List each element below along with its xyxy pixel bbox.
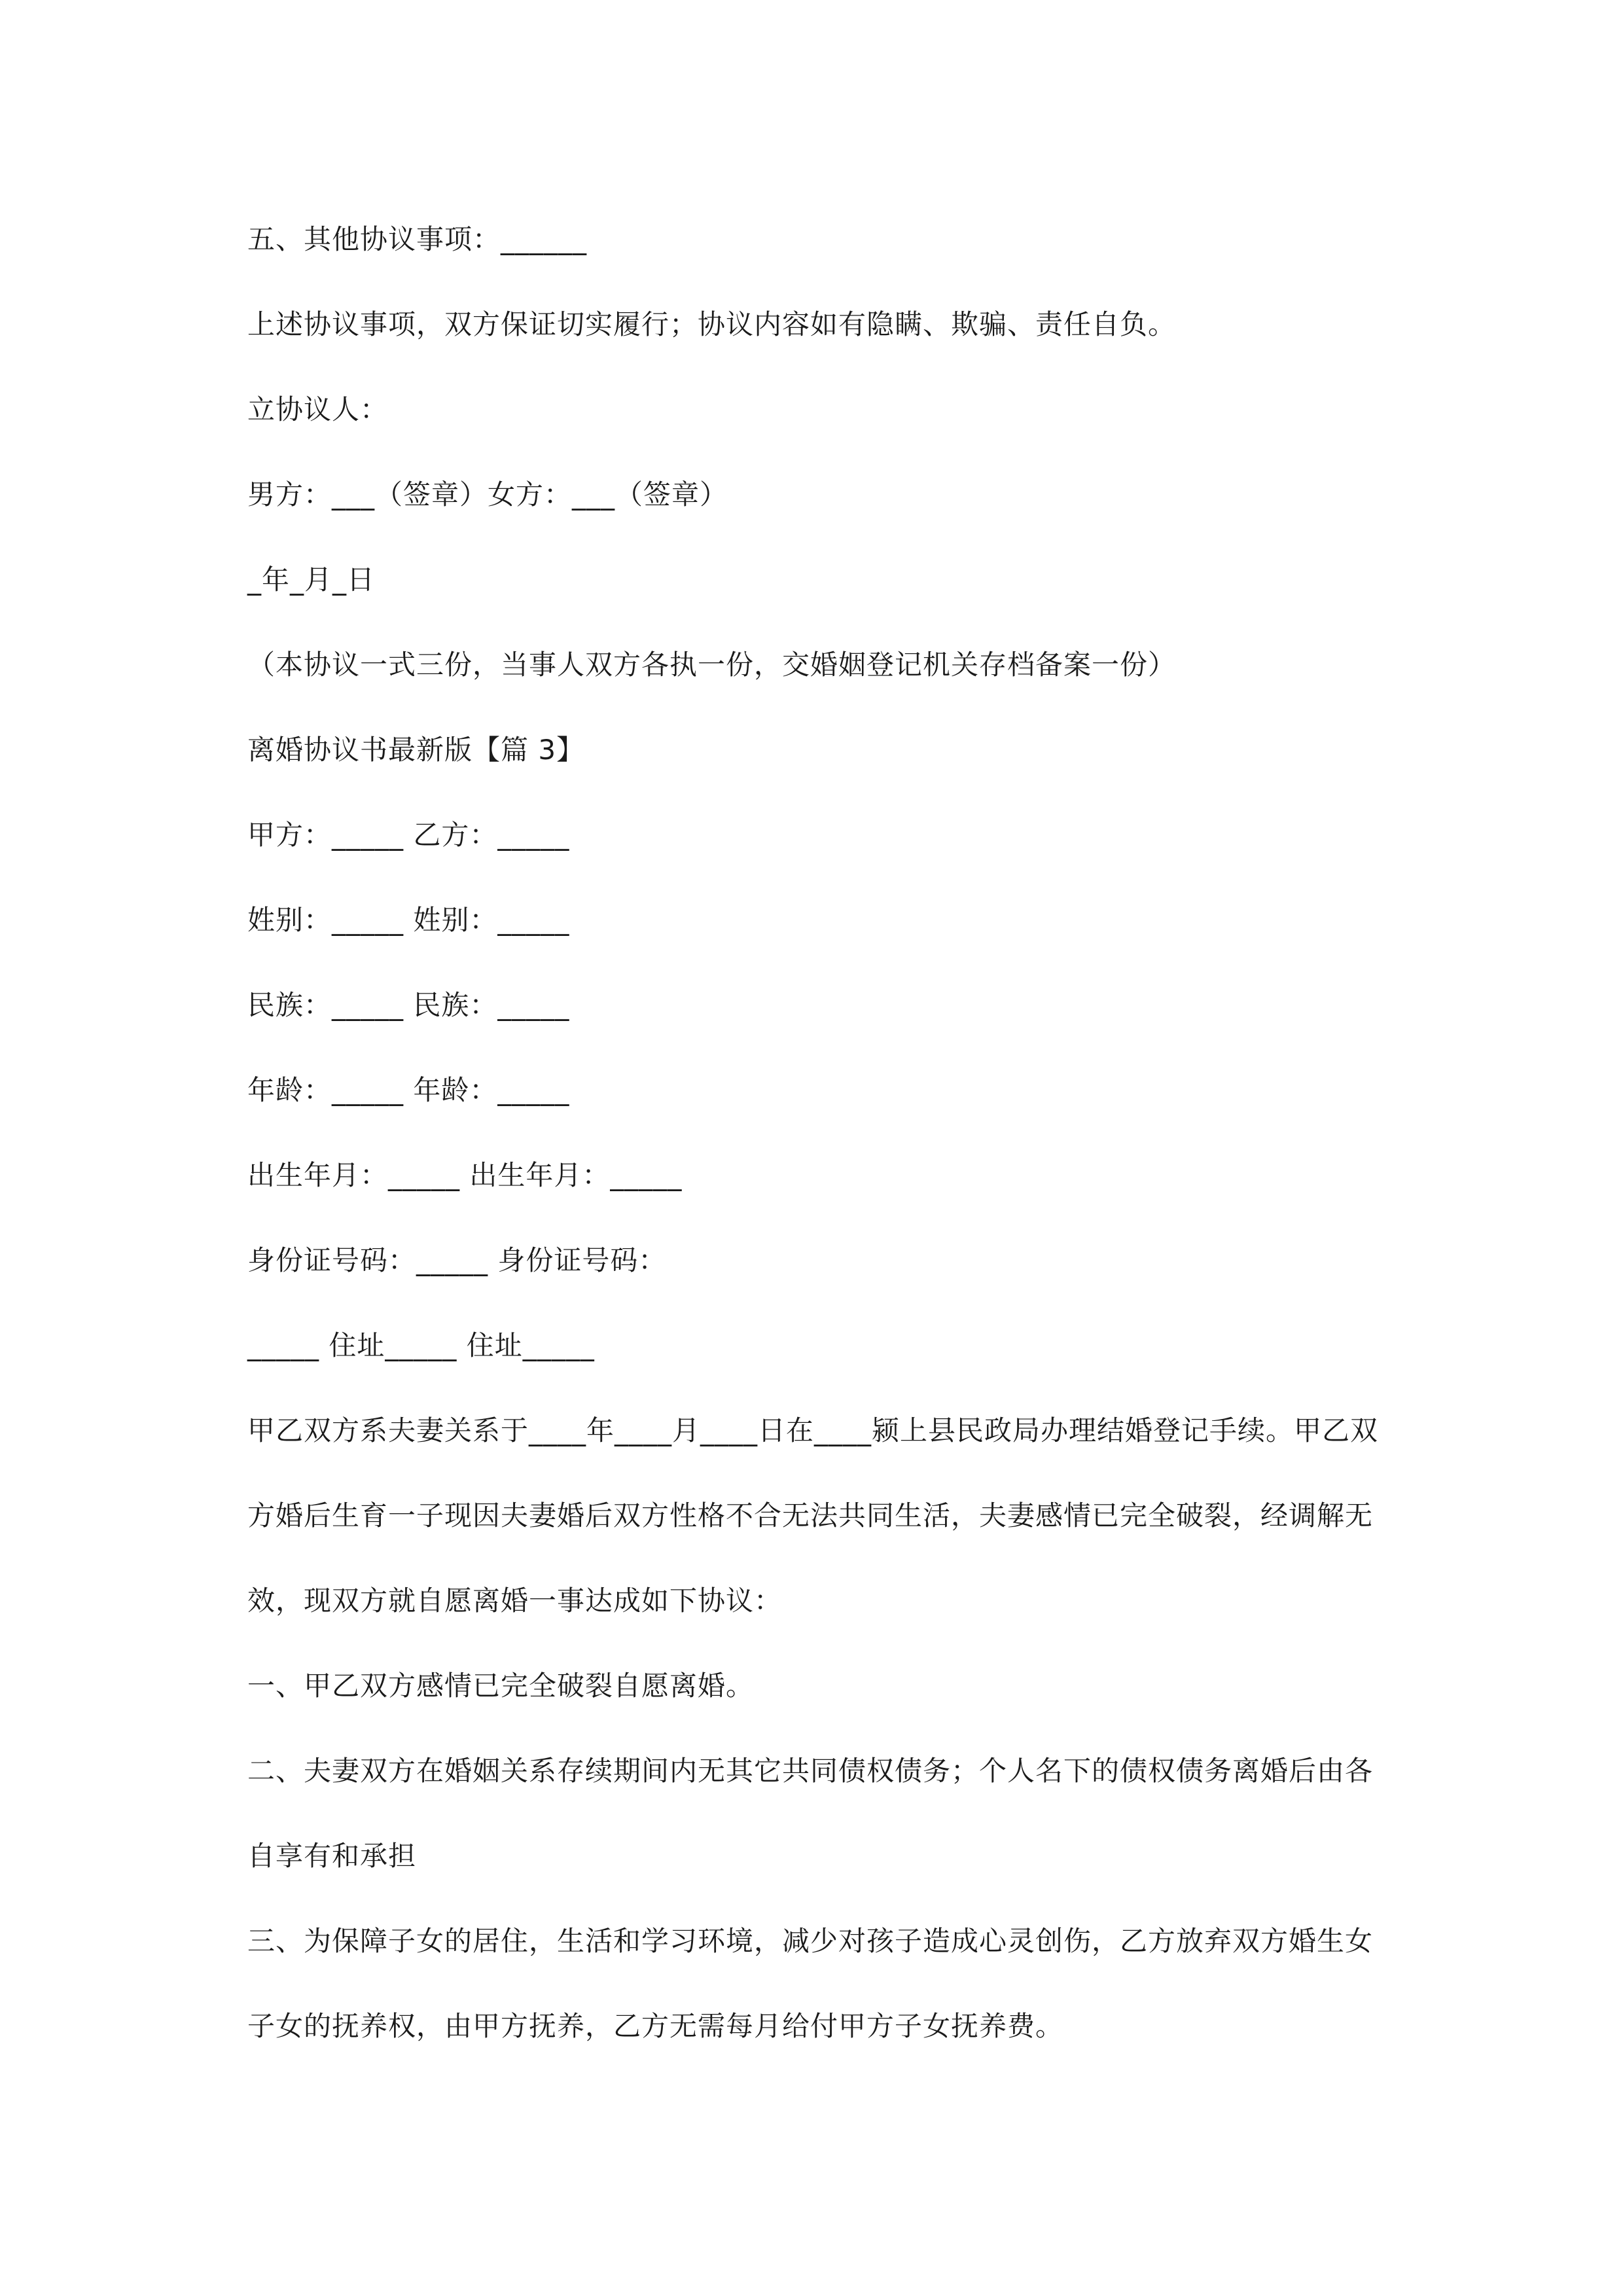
paragraph-line: 甲乙双方系夫妻关系于____年____月____日在____颍上县民政局办理结婚登记手续。甲乙双	[247, 1414, 1379, 1446]
address-field: _____ 住址_____ 住址_____	[247, 1329, 595, 1361]
birth-date-field: 出生年月：_____ 出生年月：_____	[247, 1159, 683, 1191]
clause-two: 二、夫妻双方在婚姻关系存续期间内无其它共同债权债务；个人名下的债权债务离婚后由各	[247, 1755, 1374, 1787]
party-names-field: 甲方：_____ 乙方：_____	[247, 819, 570, 851]
gender-field: 姓别：_____ 姓别：_____	[247, 904, 570, 936]
guarantee-statement: 上述协议事项，双方保证切实履行；协议内容如有隐瞒、欺骗、责任自负。	[247, 308, 1177, 340]
clause-two-continued: 自享有和承担	[247, 1840, 417, 1872]
paragraph-line: 效，现双方就自愿离婚一事达成如下协议：	[247, 1585, 783, 1617]
age-field: 年龄：_____ 年龄：_____	[247, 1074, 570, 1106]
ethnicity-field: 民族：_____ 民族：_____	[247, 989, 570, 1021]
section-heading: 离婚协议书最新版【篇 3】	[247, 734, 585, 766]
copies-note: （本协议一式三份，当事人双方各执一份，交婚姻登记机关存档备案一份）	[247, 649, 1177, 681]
date-line: _年_月_日	[247, 564, 376, 596]
paragraph-line: 方婚后生育一子现因夫妻婚后双方性格不合无法共同生活，夫妻感情已完全破裂，经调解无	[247, 1499, 1374, 1532]
clause-three: 三、为保障子女的居住，生活和学习环境，减少对孩子造成心灵创伤，乙方放弃双方婚生女	[247, 1925, 1374, 1957]
clause-three-continued: 子女的抚养权，由甲方抚养，乙方无需每月给付甲方子女抚养费。	[247, 2010, 1064, 2042]
signatories-label: 立协议人：	[247, 393, 389, 425]
signature-line: 男方：___（签章）女方：___（签章）	[247, 478, 728, 511]
clause-one: 一、甲乙双方感情已完全破裂自愿离婚。	[247, 1670, 755, 1702]
clause-five-other-matters: 五、其他协议事项：______	[247, 223, 588, 255]
id-number-field: 身份证号码：_____ 身份证号码：	[247, 1244, 667, 1276]
